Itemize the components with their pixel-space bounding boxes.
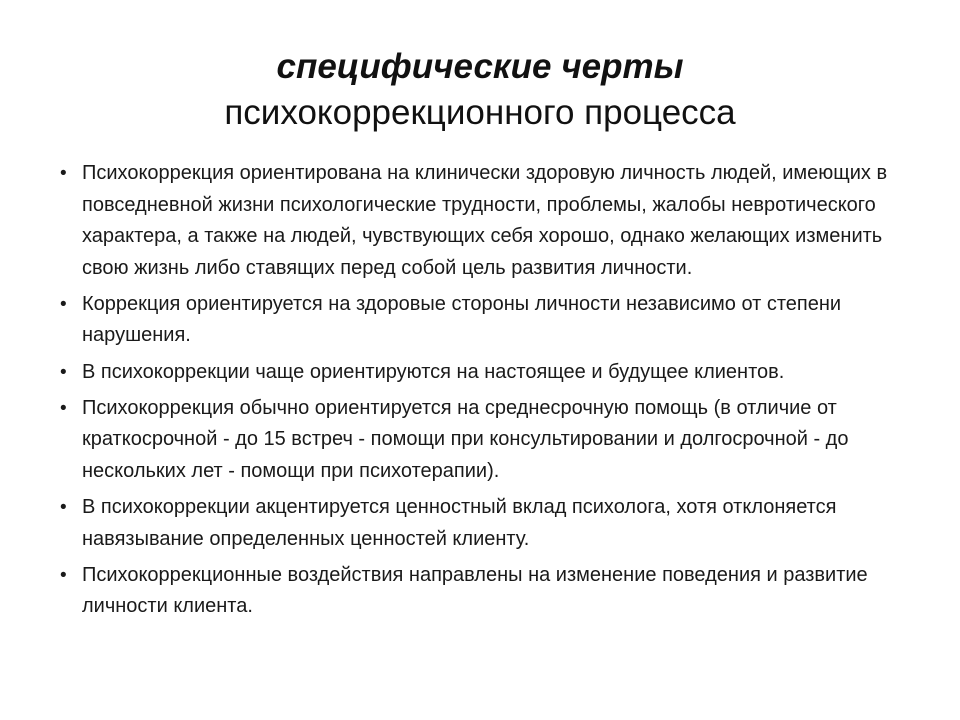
title-line-1: специфические черты <box>276 47 684 86</box>
bullet-text: Коррекция ориентируется на здоровые стороны личности независимо от степени нарушения. <box>82 292 842 347</box>
bullet-icon: • <box>60 293 67 315</box>
bullet-item <box>60 393 920 488</box>
bullet-text: В психокоррекции чаще ориентируются на настоящее и будущее клиентов. <box>82 360 785 383</box>
slide-title <box>0 44 960 136</box>
bullet-text: Психокоррекция обычно ориентируется на среднесрочную помощь (в отличие от краткосрочной - до 15 встреч - помощи при консультировании и долгосрочной - до нескольких лет - помощи при психотерапии). <box>82 396 849 482</box>
bullet-item <box>60 357 920 389</box>
bullet-list <box>60 158 920 627</box>
bullet-icon: • <box>60 361 67 383</box>
bullet-item <box>60 289 920 352</box>
bullet-item <box>60 560 920 623</box>
bullet-icon: • <box>60 564 67 586</box>
bullet-text: Психокоррекционные воздействия направлены на изменение поведения и развитие личности клиента. <box>82 563 868 618</box>
bullet-item <box>60 158 920 284</box>
bullet-icon: • <box>60 397 67 419</box>
title-line-2: психокоррекционного процесса <box>224 93 736 132</box>
bullet-text: Психокоррекция ориентирована на клинически здоровую личность людей, имеющих в повседневной жизни психологические трудности, проблемы, жалобы невротического характера, а также на людей, чувствующих себя хорошо, однако желающих изменить свою жизнь либо ставящих перед собой цель развития личности. <box>82 162 888 279</box>
bullet-icon: • <box>60 496 67 518</box>
bullet-icon: • <box>60 163 67 184</box>
bullet-item <box>60 492 920 555</box>
bullet-text: В психокоррекции акцентируется ценностный вклад психолога, хотя отклоняется навязывание определенных ценностей клиенту. <box>82 495 837 550</box>
